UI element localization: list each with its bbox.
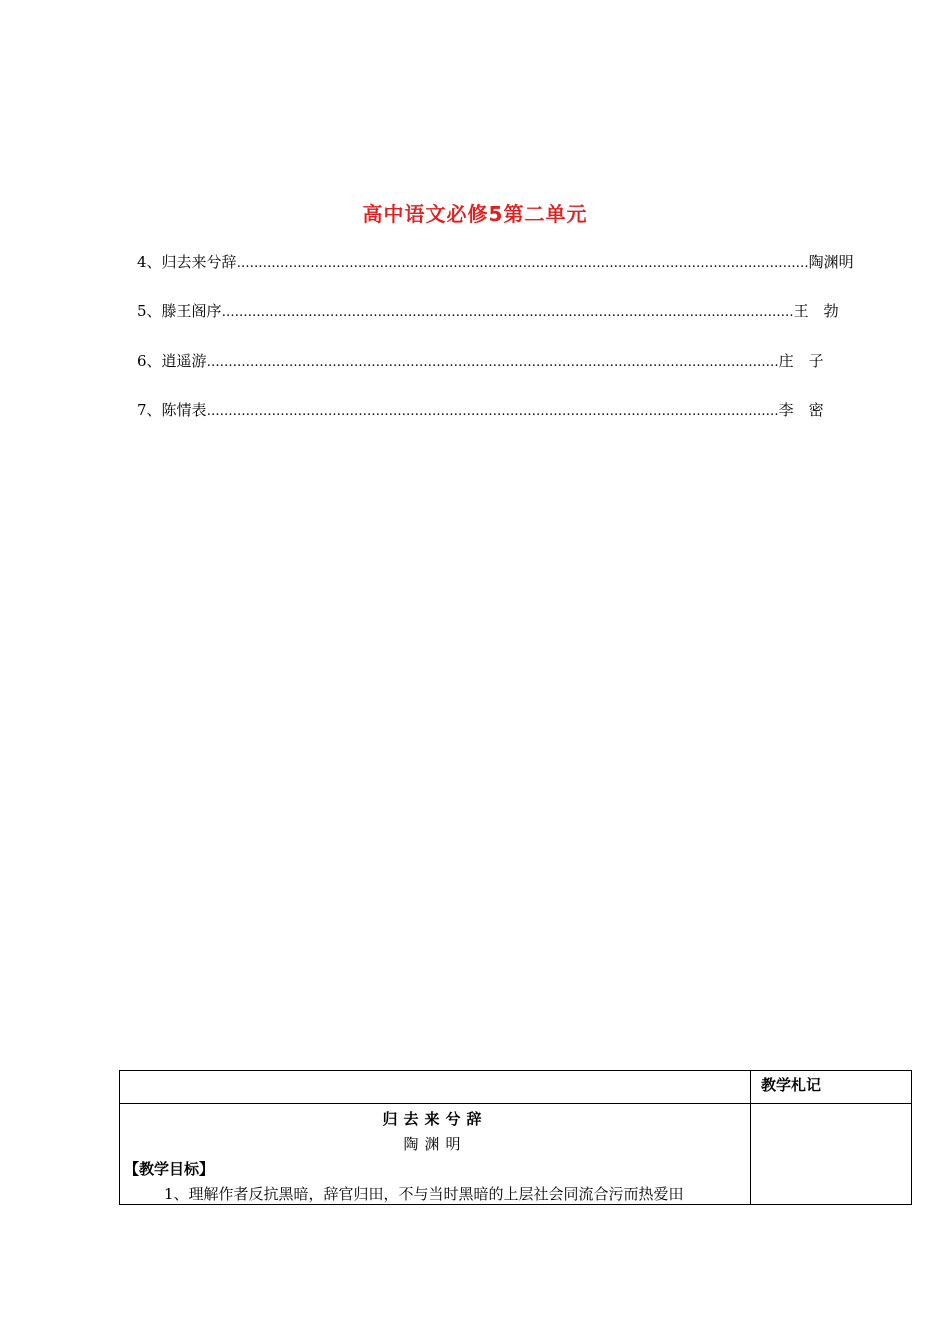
notes-column-header: 教学札记 — [751, 1071, 912, 1104]
toc-leader-dots: …………………………………………………………………………………………………………………… — [221, 305, 794, 320]
toc-number: 7、 — [137, 401, 162, 419]
toc-entry — [137, 300, 839, 322]
toc-entry — [137, 350, 824, 372]
lesson-author: 陶渊明 — [403, 1135, 467, 1153]
toc-title: 滕王阁序 — [161, 302, 222, 320]
teaching-goals-heading: 【教学目标】 — [124, 1160, 215, 1178]
toc-author: 庄 子 — [778, 352, 824, 370]
toc-title: 逍遥游 — [161, 352, 207, 370]
toc-leader-dots: …………………………………………………………………………………………………………………… — [206, 355, 779, 370]
toc-number: 5、 — [137, 302, 162, 320]
toc-author: 李 密 — [778, 401, 824, 419]
toc-title: 归去来兮辞 — [161, 253, 237, 271]
table-header-blank — [120, 1071, 751, 1104]
lesson-plan-table — [119, 1070, 912, 1205]
toc-entry — [137, 399, 824, 421]
toc-author: 陶渊明 — [808, 253, 854, 271]
teaching-goal-item: 1、理解作者反抗黑暗，辞官归田，不与当时黑暗的上层社会同流合污而热爱田 — [164, 1185, 684, 1203]
lesson-content-cell — [120, 1104, 751, 1205]
toc-author: 王 勃 — [793, 302, 839, 320]
toc-number: 4、 — [137, 253, 162, 271]
notes-column-cell — [751, 1104, 912, 1205]
page-title: 高中语文必修5第二单元 — [362, 202, 588, 226]
toc-number: 6、 — [137, 352, 162, 370]
lesson-title: 归去来兮辞 — [382, 1110, 488, 1128]
toc-leader-dots: …………………………………………………………………………………………………………………… — [206, 404, 779, 419]
toc-title: 陈情表 — [161, 401, 207, 419]
toc-leader-dots: …………………………………………………………………………………………………………………… — [236, 256, 809, 271]
toc-entry — [137, 251, 854, 273]
